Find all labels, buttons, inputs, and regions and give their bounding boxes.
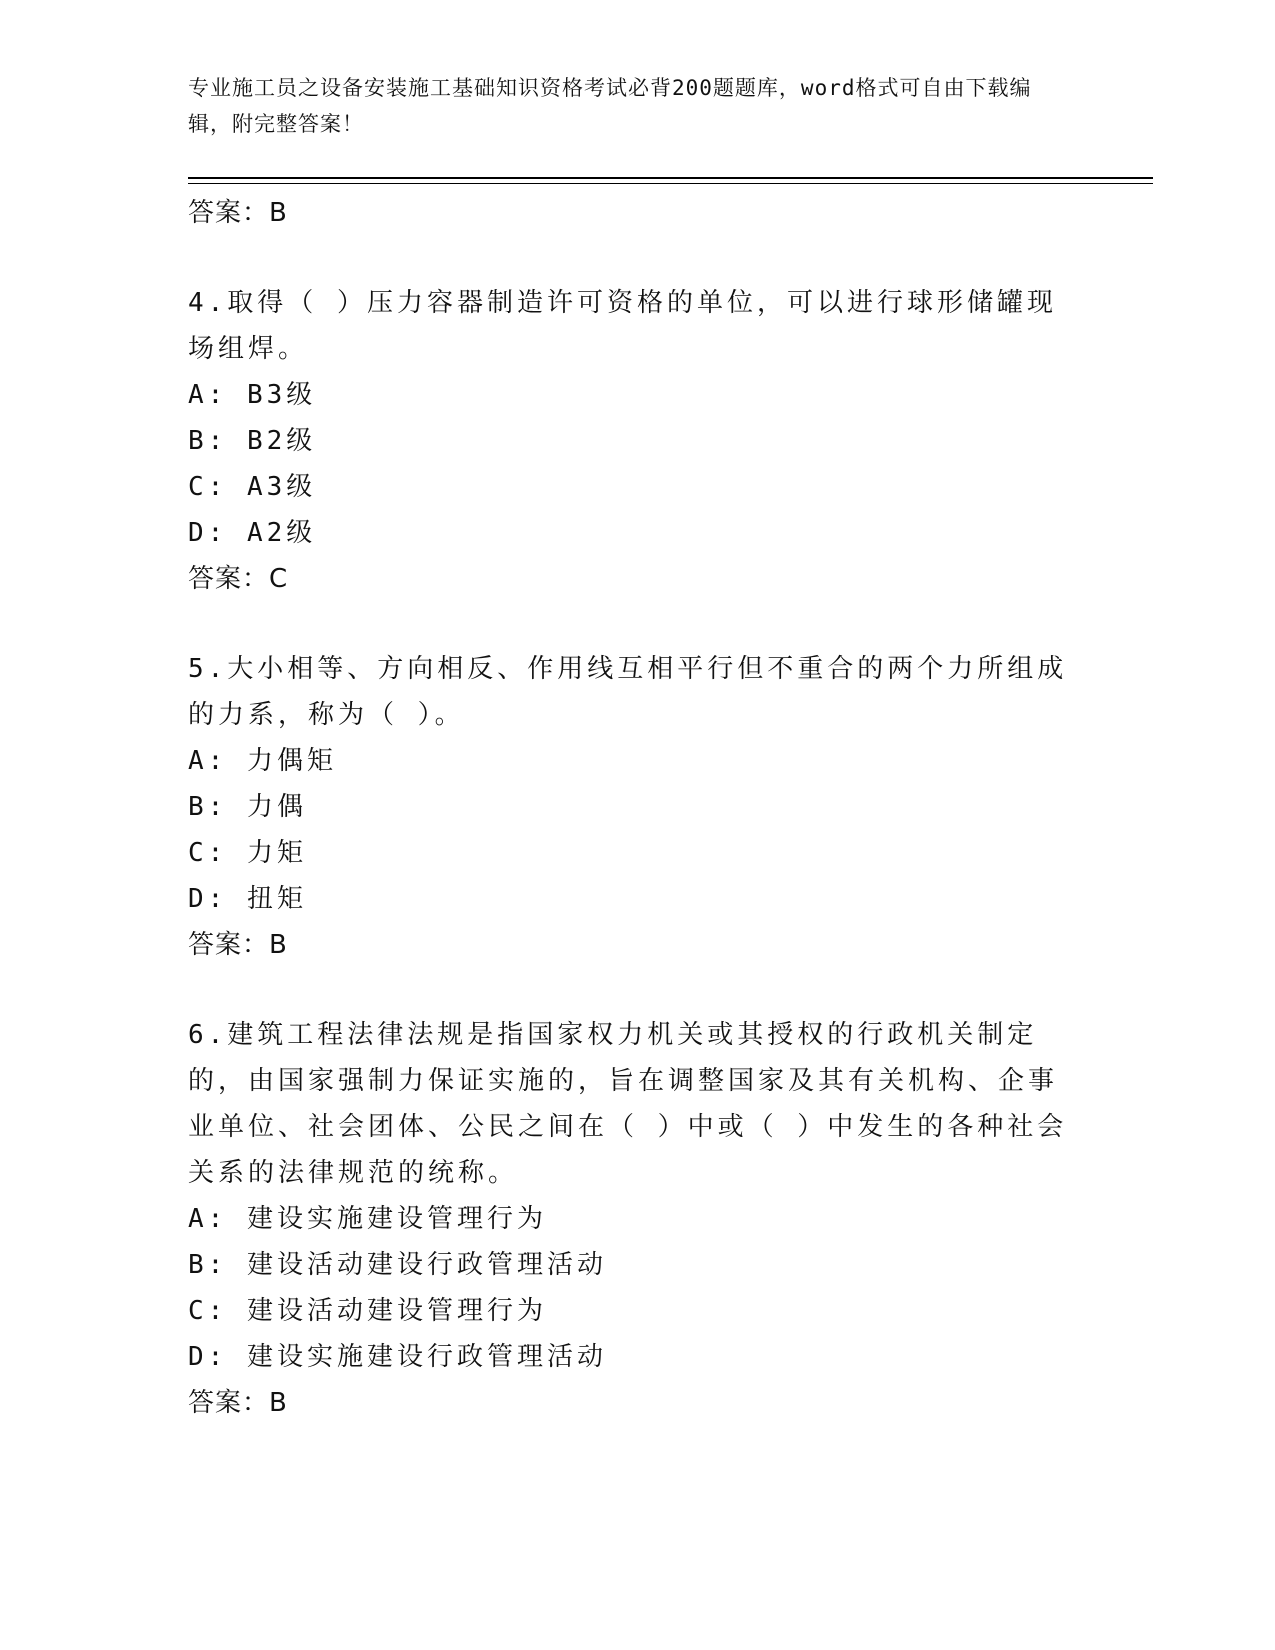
question-item [188,280,1068,602]
option-d [188,510,1068,556]
option-text: B2级 [227,426,317,456]
option-letter: A: [188,380,228,410]
option-b [188,1242,1068,1288]
option-letter: C: [188,838,228,868]
option-text: 建设活动建设行政管理活动 [227,1250,607,1280]
document-header: 专业施工员之设备安装施工基础知识资格考试必背200题题库，word格式可自由下载编辑，附完整答案！ [188,76,1032,136]
option-text: 建设实施建设管理行为 [227,1204,547,1234]
option-letter: D: [188,884,228,914]
option-text: A2级 [227,518,317,548]
option-a [188,372,1068,418]
option-text: A3级 [227,472,317,502]
option-a [188,738,1068,784]
option-b [188,784,1068,830]
option-letter: D: [188,518,228,548]
option-text: 扭矩 [227,884,307,914]
question-item [188,646,1068,968]
option-c [188,1288,1068,1334]
option-d [188,876,1068,922]
answer-line: 答案：B [188,1388,288,1418]
option-text: 力矩 [227,838,307,868]
option-letter: C: [188,472,228,502]
question-item [188,1012,1068,1426]
answer-line: 答案：B [188,930,288,960]
option-text: 力偶矩 [227,746,337,776]
option-b [188,418,1068,464]
option-text: 建设实施建设行政管理活动 [227,1342,607,1372]
option-text: 力偶 [227,792,307,822]
header-rule-thick [188,177,1153,179]
option-letter: B: [188,1250,228,1280]
option-letter: B: [188,426,228,456]
header-rule-thin [188,183,1153,184]
option-letter: A: [188,746,228,776]
option-c [188,464,1068,510]
option-letter: A: [188,1204,228,1234]
option-text: B3级 [227,380,317,410]
option-letter: D: [188,1342,228,1372]
question-text: 4.取得（ ）压力容器制造许可资格的单位，可以进行球形储罐现场组焊。 [188,288,1057,364]
question-text: 6.建筑工程法律法规是指国家权力机关或其授权的行政机关制定的，由国家强制力保证实施的，旨在调整国家及其有关机构、企事业单位、社会团体、公民之间在（ ）中或（ ）中发生的各种社会关系的法律规范的统称。 [188,1020,1068,1188]
option-c [188,830,1068,876]
option-letter: B: [188,792,228,822]
question-text: 5.大小相等、方向相反、作用线互相平行但不重合的两个力所组成的力系，称为（ ）。 [188,654,1068,730]
answer-line: 答案：C [188,564,289,594]
option-a [188,1196,1068,1242]
answer-line: 答案：B [188,198,288,228]
question-list [188,190,1068,1426]
option-letter: C: [188,1296,228,1326]
option-text: 建设活动建设管理行为 [227,1296,547,1326]
option-d [188,1334,1068,1380]
